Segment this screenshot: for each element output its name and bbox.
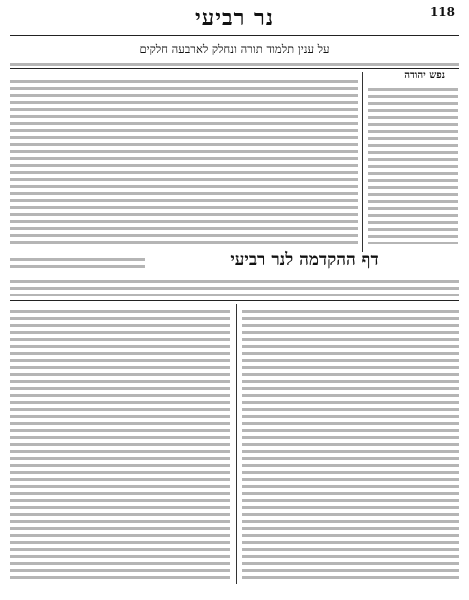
main-text-block-middle xyxy=(10,276,459,296)
chapter-list-band xyxy=(10,59,459,67)
header-rule xyxy=(10,68,459,69)
commentary-column-upper xyxy=(368,84,458,244)
commentary-column-left xyxy=(10,306,230,582)
page-title: נר רביעי xyxy=(194,5,275,31)
title-rule xyxy=(10,35,459,36)
page-number: 118 xyxy=(429,5,455,19)
page-subtitle: על ענין תלמוד תורה ונחלק לארבעה חלקים xyxy=(139,42,330,56)
column-divider xyxy=(362,72,363,252)
side-note-block xyxy=(10,254,145,270)
section-header: דף ההקדמה לנר רביעי xyxy=(230,250,379,270)
column-label: נפש יהודה xyxy=(404,70,445,81)
section-rule xyxy=(10,300,459,301)
main-text-block-upper xyxy=(10,76,358,244)
lower-column-divider xyxy=(236,304,237,584)
commentary-column-right xyxy=(242,306,459,582)
